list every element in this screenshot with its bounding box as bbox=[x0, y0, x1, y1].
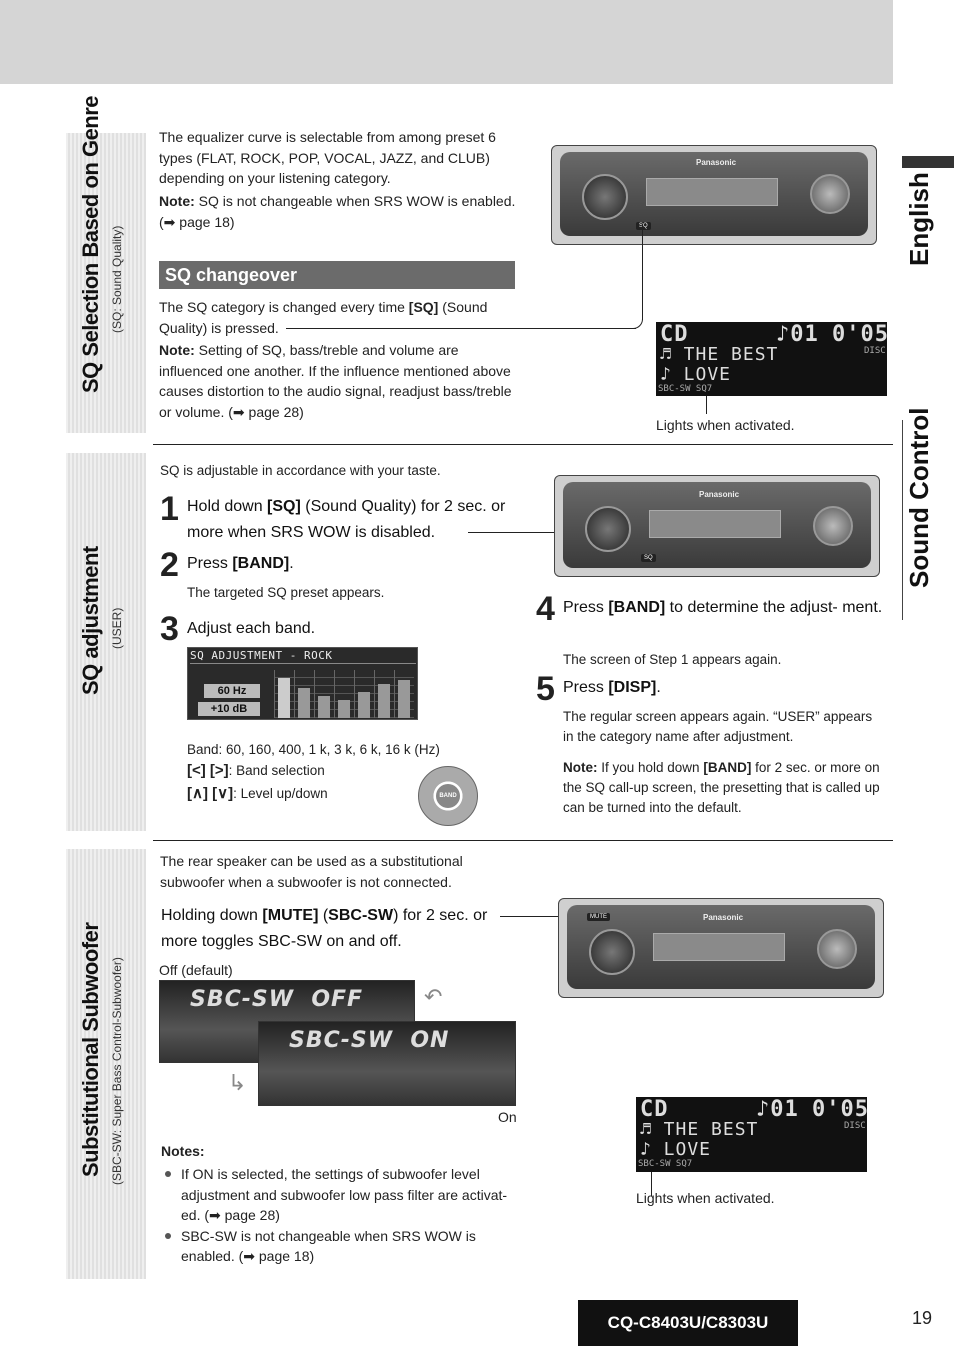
lcd-source: CD bbox=[640, 1097, 669, 1122]
bullet-icon bbox=[165, 1233, 171, 1239]
section2-sidetab bbox=[66, 453, 146, 831]
mute-key: [MUTE] bbox=[262, 907, 319, 924]
section2-subtitle: (USER) bbox=[110, 607, 124, 649]
step-3-text: Adjust each band. bbox=[187, 620, 316, 637]
step-1-text bbox=[187, 494, 507, 546]
english-heading-wrap bbox=[904, 172, 954, 297]
lcd-time: 0'05 bbox=[812, 1097, 869, 1122]
step-5-part-a: Press bbox=[563, 679, 609, 696]
faceplate bbox=[563, 482, 871, 568]
notes-heading: Notes: bbox=[161, 1143, 205, 1159]
step-2-part-a: Press bbox=[187, 555, 233, 572]
list-item bbox=[165, 1226, 515, 1267]
section2-note bbox=[563, 758, 893, 818]
step-2-sub: The targeted SQ preset appears. bbox=[187, 585, 385, 600]
level-text: : Level up/down bbox=[233, 786, 328, 801]
brand-logo: Panasonic bbox=[699, 490, 740, 499]
head-unit-illustration-2 bbox=[554, 475, 880, 577]
section2-subtitle-wrap bbox=[108, 607, 126, 649]
lcd-display-2 bbox=[636, 1097, 867, 1172]
hold-part-e: ) for 2 sec. or more toggles SBC-SW on and off. bbox=[161, 907, 488, 950]
lcd-line2: ♬ THE BEST bbox=[660, 344, 779, 365]
toggle-arrow-icon: ↶ bbox=[424, 984, 443, 1009]
sbc-sw-key: SBC-SW bbox=[328, 907, 394, 924]
section1-note1 bbox=[159, 191, 519, 232]
lcd-time: 0'05 bbox=[832, 322, 889, 347]
sq-button-label: SQ bbox=[641, 554, 656, 562]
changeover-part-a: The SQ category is changed every time bbox=[159, 299, 409, 315]
eq-bar bbox=[338, 700, 350, 718]
eq-band-readout: 60 Hz bbox=[204, 684, 260, 698]
sq-changeover-banner: SQ changeover bbox=[159, 261, 515, 289]
section1-subtitle-wrap bbox=[108, 225, 126, 333]
display-window bbox=[646, 178, 778, 206]
step-4-part-a: Press bbox=[563, 599, 609, 616]
step-1-part-a: Hold down bbox=[187, 498, 268, 515]
callout-line-vertical bbox=[642, 224, 643, 320]
step-5-number: 5 bbox=[536, 670, 555, 708]
hold-part-a: Holding down bbox=[161, 907, 263, 924]
sound-control-heading-wrap bbox=[904, 407, 954, 619]
step-5-part-c: . bbox=[656, 679, 661, 696]
lcd-display-1 bbox=[656, 322, 887, 396]
step-2-number: 2 bbox=[160, 546, 179, 584]
eq-bar bbox=[398, 680, 410, 718]
note-label: Note: bbox=[159, 342, 195, 358]
step-5-sub: The regular screen appears again. “USER” appears in the category name after adjustment. bbox=[563, 709, 873, 744]
sound-control-heading: Sound Control bbox=[904, 407, 934, 588]
band-key: [BAND] bbox=[608, 599, 666, 616]
off-default-label: Off (default) bbox=[159, 962, 233, 978]
brand-logo: Panasonic bbox=[696, 158, 737, 167]
notes-list bbox=[165, 1164, 515, 1267]
section1-sidetab bbox=[66, 95, 146, 433]
band-key: [BAND] bbox=[232, 555, 290, 572]
disp-key: [DISP] bbox=[608, 679, 657, 696]
lcd-disc: DISC bbox=[864, 346, 886, 356]
step-1-number: 1 bbox=[160, 490, 179, 528]
step-4-number: 4 bbox=[536, 590, 555, 628]
sq-adjustment-screen bbox=[187, 647, 418, 720]
section3-intro: The rear speaker can be used as a substitutional subwoofer when a subwoofer is not connected. bbox=[160, 853, 463, 890]
band-selection-text: : Band selection bbox=[228, 763, 325, 778]
section1-subtitle: (SQ: Sound Quality) bbox=[110, 225, 124, 333]
sbc-instruction bbox=[161, 903, 511, 955]
changeover-part-c: (Sound Quality) is pressed. bbox=[159, 299, 488, 336]
eq-title-rule bbox=[190, 663, 416, 664]
note-text: SQ is not changeable when SRS WOW is enabled. (➡ page 18) bbox=[159, 193, 516, 230]
english-tab-marker bbox=[902, 156, 954, 168]
jog-dial bbox=[817, 929, 857, 969]
step-2-part-c: . bbox=[289, 555, 294, 572]
lcd-source: CD bbox=[660, 322, 689, 347]
sq-key: [SQ] bbox=[408, 299, 439, 315]
volume-knob bbox=[582, 174, 628, 220]
jog-dial bbox=[813, 506, 853, 546]
sbc-on-text: SBC-SW ON bbox=[289, 1028, 450, 1053]
note-item-1: If ON is selected, the settings of subwoofer level adjustment and subwoofer low pass filter are activat- ed. (➡ page 28) bbox=[181, 1166, 508, 1223]
lcd-disc: DISC bbox=[844, 1121, 866, 1131]
section2-title-wrap bbox=[78, 546, 104, 695]
note-part-c: for 2 sec. or more on the SQ call-up screen, the presetting that is called up can be turned into the default. bbox=[563, 760, 880, 815]
eq-bar bbox=[358, 692, 370, 718]
on-label: On bbox=[498, 1109, 517, 1125]
note-part-a: If you hold down bbox=[597, 760, 704, 775]
top-header-bar bbox=[0, 0, 893, 84]
band-selection-help bbox=[187, 761, 325, 781]
lcd-indicators: SBC-SW SQ7 bbox=[658, 384, 713, 394]
eq-level-readout: +10 dB bbox=[198, 702, 260, 716]
step-3-number: 3 bbox=[160, 610, 179, 648]
lcd-track: ♪01 bbox=[776, 322, 819, 347]
note-item-2: SBC-SW is not changeable when SRS WOW is enabled. (➡ page 18) bbox=[181, 1227, 476, 1264]
note-text: Setting of SQ, bass/treble and volume are influenced one another. If the influence mentioned above causes distortion to the audio signal, readjust bass/treble or volume. (➡ page 28) bbox=[159, 342, 512, 420]
step-2-text bbox=[187, 551, 294, 577]
section3-title: Substitutional Subwoofer bbox=[78, 922, 103, 1177]
mute-button-label: MUTE bbox=[587, 913, 610, 921]
step-5-text bbox=[563, 675, 661, 701]
eq-graph bbox=[274, 670, 414, 718]
hold-part-c: ( bbox=[318, 907, 329, 924]
eq-bar bbox=[378, 684, 390, 718]
section2-intro: SQ is adjustable in accordance with your taste. bbox=[160, 463, 441, 478]
volume-knob bbox=[589, 929, 635, 975]
sbc-off-text: SBC-SW OFF bbox=[190, 987, 364, 1012]
side-divider bbox=[902, 420, 903, 620]
head-unit-illustration-1 bbox=[551, 145, 877, 245]
step-1-part-c: (Sound Quality) for 2 sec. or more when SRS WOW is disabled. bbox=[187, 498, 506, 541]
step-4-sub: The screen of Step 1 appears again. bbox=[563, 652, 782, 667]
level-keys: [∧] [∨] bbox=[187, 785, 234, 802]
english-heading: English bbox=[904, 172, 934, 266]
lcd-line2: ♬ THE BEST bbox=[640, 1119, 759, 1140]
sq-button-label: SQ bbox=[636, 222, 651, 230]
band-list: Band: 60, 160, 400, 1 k, 3 k, 6 k, 16 k (Hz) bbox=[187, 742, 440, 757]
note-label: Note: bbox=[159, 193, 195, 209]
lights-pointer bbox=[706, 396, 707, 414]
section1-intro: The equalizer curve is selectable from among preset 6 types (FLAT, ROCK, POP, VOCAL, JAZZ, and CLUB) depending on your listening category. bbox=[159, 129, 496, 186]
section3-subtitle-wrap bbox=[108, 957, 126, 1185]
level-help bbox=[187, 784, 328, 804]
band-button-icon: BAND bbox=[436, 784, 460, 808]
lcd-indicators: SBC-SW SQ7 bbox=[638, 1159, 693, 1169]
section2-title: SQ adjustment bbox=[78, 546, 103, 695]
section-divider-1 bbox=[153, 444, 893, 445]
band-selection-keys: [<] [>] bbox=[187, 762, 229, 779]
lcd-line3: ♪ LOVE bbox=[660, 364, 732, 385]
faceplate bbox=[567, 905, 875, 989]
callout-line-corner bbox=[632, 314, 643, 329]
callout-line-horizontal bbox=[286, 328, 636, 329]
eq-bar bbox=[278, 678, 290, 718]
model-number-badge: CQ-C8403U/C8303U bbox=[578, 1300, 798, 1346]
head-unit-illustration-3 bbox=[558, 898, 884, 998]
lights-caption-2: Lights when activated. bbox=[636, 1190, 775, 1206]
note-label: Note: bbox=[563, 760, 598, 775]
section3-subtitle: (SBC-SW: Super Bass Control-Subwoofer) bbox=[110, 957, 124, 1185]
eq-bar bbox=[318, 696, 330, 718]
section1-note2 bbox=[159, 340, 519, 422]
band-joystick-icon bbox=[418, 766, 478, 826]
toggle-arrow-icon: ↳ bbox=[228, 1070, 247, 1095]
page-number: 19 bbox=[912, 1308, 933, 1328]
faceplate bbox=[560, 152, 868, 236]
sq-key: [SQ] bbox=[267, 498, 301, 515]
list-item bbox=[165, 1164, 515, 1226]
lcd-line3: ♪ LOVE bbox=[640, 1139, 712, 1160]
band-key: [BAND] bbox=[703, 760, 752, 775]
section3-title-wrap bbox=[78, 922, 104, 1177]
brand-logo: Panasonic bbox=[703, 913, 744, 922]
eq-title: SQ ADJUSTMENT - ROCK bbox=[190, 649, 333, 662]
step-4-text bbox=[563, 595, 883, 621]
section1-title-wrap bbox=[78, 95, 104, 393]
step-4-part-c: to determine the adjust- ment. bbox=[665, 599, 883, 616]
section1-title: SQ Selection Based on Genre bbox=[78, 95, 103, 393]
volume-knob bbox=[585, 506, 631, 552]
section3-sidetab bbox=[66, 849, 146, 1279]
sbc-on-screen bbox=[258, 1021, 516, 1106]
jog-dial bbox=[810, 174, 850, 214]
bullet-icon bbox=[165, 1171, 171, 1177]
lcd-track: ♪01 bbox=[756, 1097, 799, 1122]
section-divider-2 bbox=[153, 840, 893, 841]
display-window bbox=[649, 510, 781, 538]
eq-bar bbox=[298, 688, 310, 718]
display-window bbox=[653, 933, 785, 961]
lights-caption-1: Lights when activated. bbox=[656, 417, 795, 433]
changeover-text bbox=[159, 297, 515, 338]
